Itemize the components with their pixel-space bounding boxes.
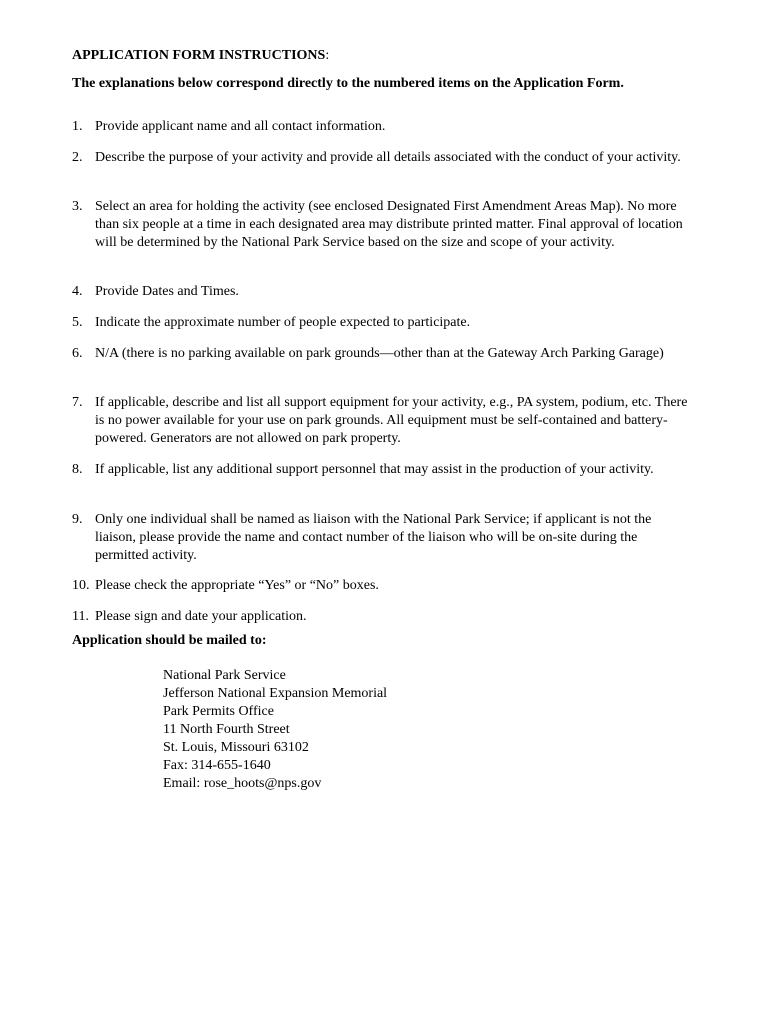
address-line: Jefferson National Expansion Memorial <box>163 686 388 701</box>
item-text: Describe the purpose of your activity and provide all details associated with the conduct of your activity. <box>95 150 681 165</box>
address-line: Park Permits Office <box>163 704 274 719</box>
instruction-item-11 <box>72 608 692 626</box>
item-text: Indicate the approximate number of people expected to participate. <box>95 315 471 330</box>
item-text: Select an area for holding the activity (see enclosed Designated First Amendment Areas Map). No more than six people at a time in each designated area may distribute printed matter. Final approval of location will be determined by the National Park Service based on the size and scope of your activity. <box>95 199 683 250</box>
instruction-item-6 <box>72 345 692 363</box>
item-number: 10. <box>72 578 90 593</box>
heading-colon: : <box>325 48 330 63</box>
address-line: St. Louis, Missouri 63102 <box>163 740 309 755</box>
item-number: 1. <box>72 119 83 134</box>
mailing-heading: Application should be mailed to: <box>72 633 267 648</box>
item-text: If applicable, describe and list all support equipment for your activity, e.g., PA system, podium, etc. There is no power available for your use on park grounds. All equipment must be self-contained and battery-powered. Generators are not allowed on park property. <box>95 395 688 446</box>
item-number: 2. <box>72 150 83 165</box>
instruction-item-5 <box>72 314 692 332</box>
item-number: 6. <box>72 346 83 361</box>
instruction-item-9 <box>72 511 692 565</box>
instruction-item-2 <box>72 149 692 167</box>
instruction-item-10 <box>72 577 692 595</box>
item-number: 3. <box>72 199 83 214</box>
item-number: 7. <box>72 395 83 410</box>
address-line: 11 North Fourth Street <box>163 722 290 737</box>
item-number: 8. <box>72 462 83 477</box>
instruction-item-7 <box>72 394 692 448</box>
email-line: Email: rose_hoots@nps.gov <box>163 776 322 791</box>
fax-line: Fax: 314-655-1640 <box>163 758 271 773</box>
page-heading <box>72 47 329 65</box>
instruction-item-3 <box>72 198 692 252</box>
item-text: Only one individual shall be named as liaison with the National Park Service; if applicant is not the liaison, please provide the name and contact number of the liaison who will be on-site during the permitted activity. <box>95 512 652 563</box>
item-text: N/A (there is no parking available on park grounds—other than at the Gateway Arch Parking Garage) <box>95 346 664 361</box>
page-subheading: The explanations below correspond directly to the numbered items on the Application Form. <box>72 76 624 91</box>
item-text: Please sign and date your application. <box>95 609 307 624</box>
instruction-item-4 <box>72 283 692 301</box>
instruction-item-1 <box>72 118 692 136</box>
address-line: National Park Service <box>163 668 286 683</box>
item-text: Provide Dates and Times. <box>95 284 239 299</box>
mailing-address <box>163 667 387 793</box>
item-text: Please check the appropriate “Yes” or “No” boxes. <box>95 578 379 593</box>
item-number: 9. <box>72 512 83 527</box>
item-number: 4. <box>72 284 83 299</box>
instruction-item-8 <box>72 461 692 479</box>
item-text: If applicable, list any additional support personnel that may assist in the production of your activity. <box>95 462 654 477</box>
item-number: 11. <box>72 609 89 624</box>
heading-text: APPLICATION FORM INSTRUCTIONS <box>72 48 326 63</box>
item-number: 5. <box>72 315 83 330</box>
item-text: Provide applicant name and all contact information. <box>95 119 386 134</box>
